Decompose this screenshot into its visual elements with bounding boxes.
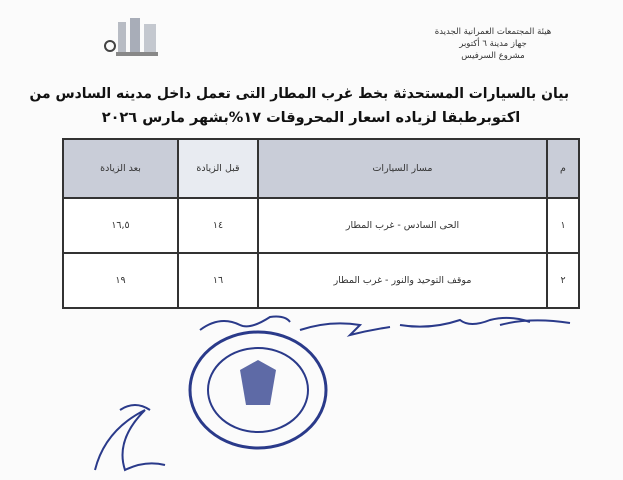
document-title-line-2-wrap (41, 108, 581, 128)
org-line-3: مشروع السرفيس (461, 51, 525, 61)
logo-icon (100, 16, 162, 62)
col-before: قبل الزيادة (178, 139, 258, 198)
document-title-line-1: بيان بالسيارات المستحدثة بخط غرب المطار التى تعمل داخل مدينه السادس من (29, 86, 570, 102)
signature-4 (500, 320, 570, 325)
cell-before: ١٦ (178, 253, 258, 308)
seal-icon (190, 332, 326, 448)
cell-after: ١٦,٥ (63, 198, 178, 253)
fare-table (62, 138, 580, 309)
col-number: م (547, 139, 579, 198)
organization-header (393, 26, 593, 62)
table-header-row (63, 139, 579, 198)
cell-after: ١٩ (63, 253, 178, 308)
cell-route: الحى السادس - غرب المطار (258, 198, 547, 253)
org-line-1: هيئة المجتمعات العمرانية الجديدة (434, 27, 552, 37)
cell-number: ٢ (547, 253, 579, 308)
signatures-and-seal (0, 300, 623, 480)
signature-2 (300, 323, 390, 335)
cell-before: ١٤ (178, 198, 258, 253)
signature-5 (120, 405, 150, 410)
cell-number: ١ (547, 198, 579, 253)
col-route: مسار السيارات (258, 139, 547, 198)
signature-6 (95, 410, 165, 470)
document-title-line-1-wrap (29, 84, 581, 104)
table-row (63, 198, 579, 253)
org-line-2: جهاز مدينة ٦ أكتوبر (459, 39, 527, 49)
signature-1 (200, 317, 290, 330)
document-title-line-2: اكتوبرطبقا لزياده اسعار المحروقات ١٧%بشهر مارس ٢٠٢٦ (101, 110, 521, 126)
cell-route: موقف التوحيد والنور - غرب المطار (258, 253, 547, 308)
col-after: بعد الزيادة (63, 139, 178, 198)
